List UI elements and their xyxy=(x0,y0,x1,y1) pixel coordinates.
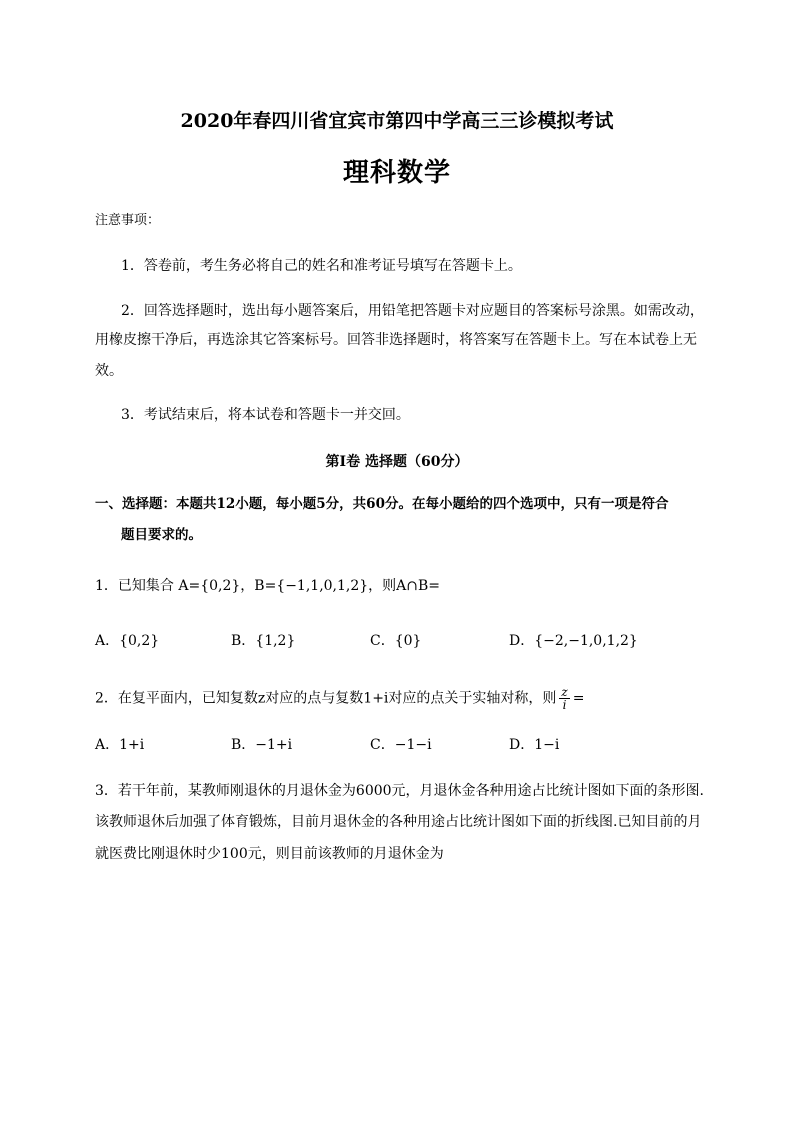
question-1-stem: 1．已知集合 A={0,2}，B={−1,1,0,1,2}，则A∩B= xyxy=(95,578,441,594)
question-3-line-3: 就医费比刚退休时少100元，则目前该教师的月退休金为 xyxy=(95,846,444,862)
notice-item-3: 3．考试结束后，将本试卷和答题卡一并交回。 xyxy=(121,407,410,423)
notice-item-2-end: 效。 xyxy=(95,363,123,379)
question-2-stem-text: 2．在复平面内，已知复数z对应的点与复数1+i对应的点关于实轴对称，则 xyxy=(95,690,557,707)
section-title: 第Ⅰ卷 选择题（60分） xyxy=(325,454,469,470)
question-2-stem xyxy=(95,686,584,711)
question-2-stem-end: = xyxy=(572,690,585,707)
question-1-option-c: C．{0} xyxy=(370,633,422,649)
notice-heading: 注意事项： xyxy=(95,213,161,228)
question-1-option-b: B．{1,2} xyxy=(231,633,296,649)
question-1-option-a: A．{0,2} xyxy=(95,633,160,649)
z-over-i-fraction xyxy=(559,686,569,711)
fraction-numerator: z xyxy=(561,685,568,699)
question-1-option-d: D．{−2,−1,0,1,2} xyxy=(509,633,638,649)
question-2-option-d: D．1−i xyxy=(509,737,560,753)
question-3-line-1: 3．若干年前，某教师刚退休的月退休金为6000元，月退休金各种用途占比统计图如下面的条形图. xyxy=(95,783,704,799)
question-3-line-2: 该教师退休后加强了体育锻炼，目前月退休金的各种用途占比统计图如下面的折线图.已知目前的月 xyxy=(95,814,702,830)
notice-item-2-cont: 用橡皮擦干净后，再选涂其它答案标号。回答非选择题时，将答案写在答题卡上。写在本试卷上无 xyxy=(95,332,697,348)
question-2-option-a: A．1+i xyxy=(95,737,145,753)
question-2-option-c: C．−1−i xyxy=(370,737,432,753)
fraction-denominator: i xyxy=(562,698,567,712)
question-2-option-b: B．−1+i xyxy=(231,737,293,753)
subject-title: 理科数学 xyxy=(342,158,451,188)
exam-title: 2020年春四川省宜宾市第四中学高三三诊模拟考试 xyxy=(180,110,614,132)
part-instructions: 一、选择题：本题共12小题，每小题5分，共60分。在每小题给的四个选项中，只有一项是符合 xyxy=(95,496,669,512)
notice-item-2: 2．回答选择题时，选出每小题答案后，用铅笔把答题卡对应题目的答案标号涂黑。如需改动， xyxy=(121,303,704,319)
part-instructions-cont: 题目要求的。 xyxy=(121,527,202,543)
notice-item-1: 1．答卷前，考生务必将自己的姓名和准考证号填写在答题卡上。 xyxy=(121,258,522,274)
